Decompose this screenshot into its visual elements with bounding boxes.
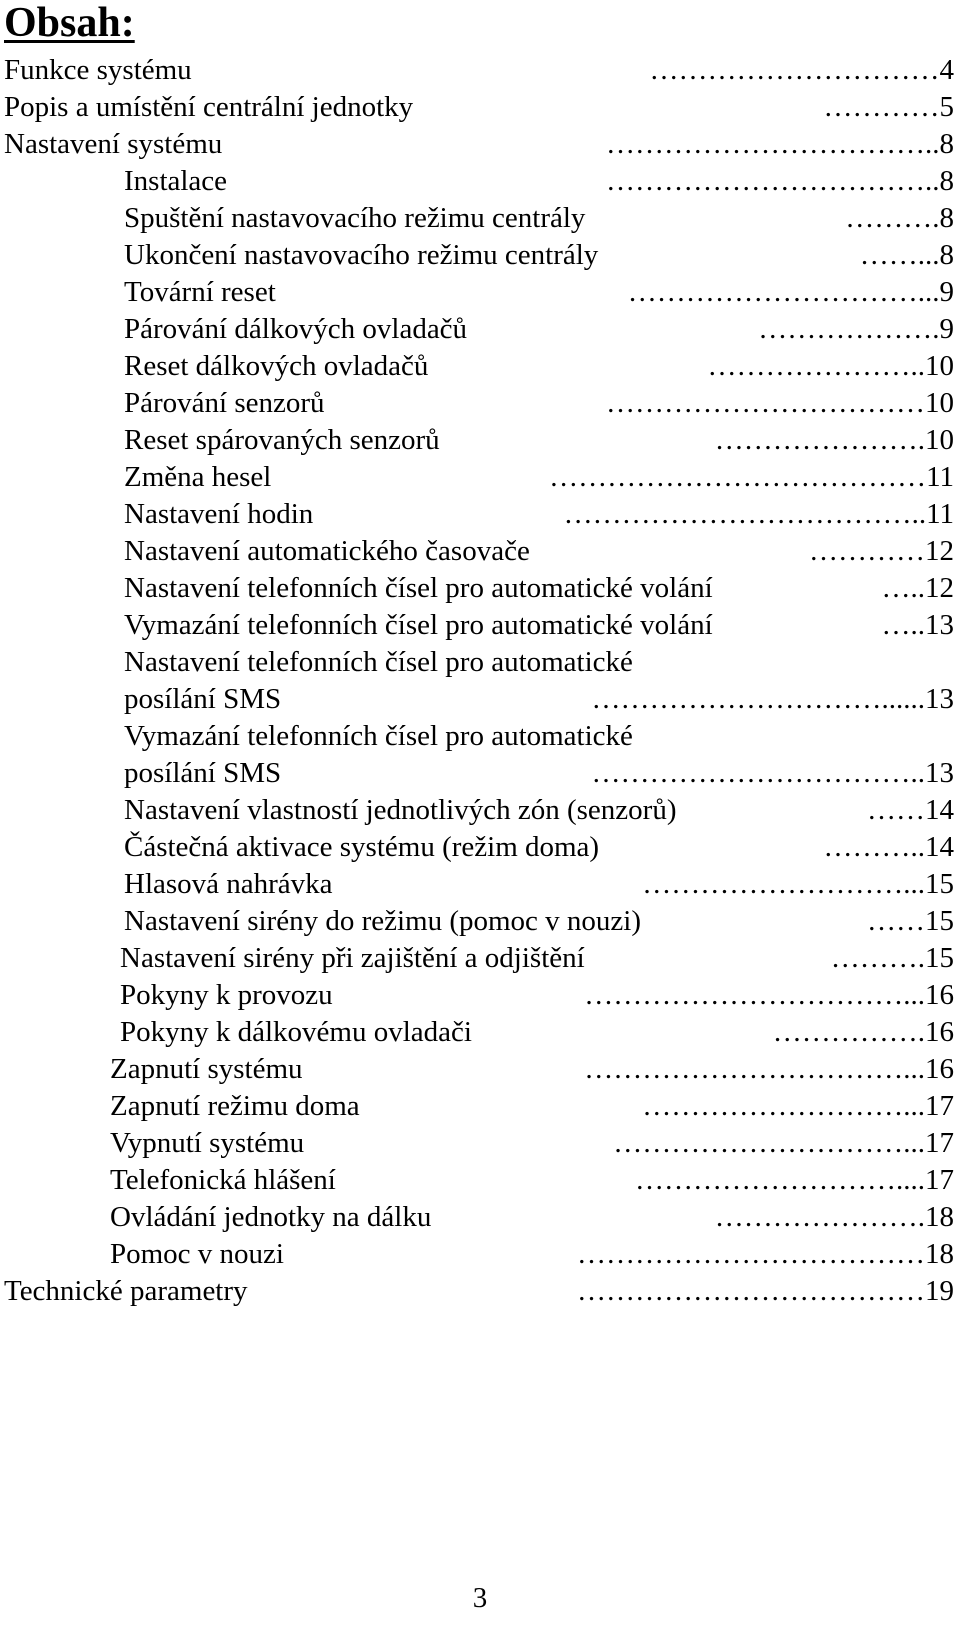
toc-entry-title: Nastavení automatického časovače (124, 535, 530, 567)
toc-entry-page: ……...8 (859, 239, 954, 271)
toc-entry-page: ……………………………..8 (606, 165, 954, 197)
toc-entry-title: Nastavení telefonních čísel pro automatické volání (124, 572, 713, 604)
toc-entry-title: Vymazání telefonních čísel pro automatické volání (124, 609, 713, 641)
toc-entry-title: Nastavení systému (4, 128, 223, 160)
toc-entry (0, 311, 960, 348)
toc-entry (0, 940, 960, 977)
toc-entry-page: …………12 (809, 535, 954, 567)
toc-entry-page: …………………………4 (649, 54, 954, 86)
toc-entry-title: Párování senzorů (124, 387, 325, 419)
toc-entry-page: …………5 (823, 91, 954, 123)
toc-entry (0, 607, 960, 644)
toc-entry (0, 200, 960, 237)
toc-entry-title: Nastavení sirény při zajištění a odjištění (120, 942, 585, 974)
toc-entry-page: …………….16 (772, 1016, 954, 1048)
toc-entry-page: ……….8 (845, 202, 954, 234)
toc-entry (0, 570, 960, 607)
toc-entry-page: ……………….9 (758, 313, 954, 345)
toc-list (0, 52, 960, 1310)
toc-entry-page: ………………………...15 (642, 868, 954, 900)
toc-entry-page: ……………………………10 (606, 387, 954, 419)
toc-entry-title: Funkce systému (4, 54, 192, 86)
toc-entry (0, 1088, 960, 1125)
toc-entry (0, 681, 960, 718)
toc-entry-title: Reset spárovaných senzorů (124, 424, 440, 456)
toc-entry-page: ……………………………...16 (584, 979, 954, 1011)
toc-entry (0, 126, 960, 163)
toc-entry-page: ………………….10 (714, 424, 954, 456)
toc-entry-page: ……………………………..8 (606, 128, 954, 160)
toc-entry-title: Vypnutí systému (110, 1127, 305, 1159)
toc-entry-page: ……………………………..13 (591, 757, 954, 789)
toc-entry-title: Částečná aktivace systému (režim doma) (124, 831, 600, 863)
toc-entry-title: Nastavení hodin (124, 498, 314, 530)
toc-entry-page: ………..14 (823, 831, 954, 863)
toc-entry (0, 533, 960, 570)
toc-entry (0, 1236, 960, 1273)
toc-entry-page: ………………………....17 (635, 1164, 954, 1196)
toc-entry (0, 274, 960, 311)
toc-entry-page: ………………………………18 (577, 1238, 954, 1270)
toc-entry-title: Vymazání telefonních čísel pro automatické (124, 720, 633, 752)
toc-entry-title: Zapnutí režimu doma (110, 1090, 360, 1122)
toc-entry-page: ……14 (867, 794, 954, 826)
toc-entry-title: Zapnutí systému (110, 1053, 303, 1085)
toc-entry (0, 1014, 960, 1051)
toc-entry (0, 644, 960, 681)
toc-entry-title: Nastavení telefonních čísel pro automatické (124, 646, 633, 678)
toc-entry-title: Hlasová nahrávka (124, 868, 333, 900)
toc-entry-title: Technické parametry (4, 1275, 248, 1307)
toc-entry (0, 348, 960, 385)
toc-entry-page: ………………………………19 (577, 1275, 954, 1307)
toc-entry-title: posílání SMS (124, 757, 282, 789)
toc-entry-title: Pokyny k dálkovému ovladači (120, 1016, 472, 1048)
toc-entry-title: Párování dálkových ovladačů (124, 313, 468, 345)
toc-entry-page: …………………………......13 (591, 683, 954, 715)
toc-entry-title: Změna hesel (124, 461, 272, 493)
toc-entry-title: Instalace (124, 165, 228, 197)
toc-entry (0, 718, 960, 755)
toc-entry-page: …..13 (881, 609, 954, 641)
toc-entry (0, 977, 960, 1014)
toc-entry-page: …..12 (881, 572, 954, 604)
toc-entry (0, 755, 960, 792)
toc-entry-title: Nastavení sirény do režimu (pomoc v nouzi) (124, 905, 642, 937)
toc-entry-title: Popis a umístění centrální jednotky (4, 91, 414, 123)
toc-entry-page: ……….15 (830, 942, 954, 974)
toc-entry-page: ……………………………...16 (584, 1053, 954, 1085)
toc-entry-title: Spuštění nastavovacího režimu centrály (124, 202, 586, 234)
toc-entry (0, 829, 960, 866)
toc-entry (0, 163, 960, 200)
toc-entry-page: ………………………………..11 (563, 498, 954, 530)
page-number: 3 (472, 1582, 488, 1614)
toc-entry-title: Ukončení nastavovacího režimu centrály (124, 239, 599, 271)
toc-entry (0, 866, 960, 903)
toc-entry-title: Tovární reset (124, 276, 276, 308)
toc-entry-page: ………………………...17 (642, 1090, 954, 1122)
toc-entry (0, 1051, 960, 1088)
toc-entry (0, 385, 960, 422)
toc-entry (0, 459, 960, 496)
toc-entry (0, 422, 960, 459)
toc-entry (0, 1199, 960, 1236)
toc-heading: Obsah: (4, 0, 135, 46)
toc-entry-page: …………………………...9 (627, 276, 954, 308)
toc-entry-page: …………………..10 (707, 350, 954, 382)
toc-entry (0, 903, 960, 940)
toc-entry-title: Pomoc v nouzi (110, 1238, 284, 1270)
toc-entry-title: Pokyny k provozu (120, 979, 333, 1011)
toc-entry-page: …………………………...17 (613, 1127, 954, 1159)
toc-entry (0, 89, 960, 126)
toc-entry-title: Nastavení vlastností jednotlivých zón (senzorů) (124, 794, 677, 826)
toc-entry-page: ………………….18 (714, 1201, 954, 1233)
toc-entry (0, 1162, 960, 1199)
toc-entry (0, 1273, 960, 1310)
toc-entry-title: posílání SMS (124, 683, 282, 715)
toc-entry-title: Ovládání jednotky na dálku (110, 1201, 432, 1233)
toc-entry-title: Reset dálkových ovladačů (124, 350, 429, 382)
toc-entry (0, 52, 960, 89)
toc-entry-page: ……15 (867, 905, 954, 937)
toc-entry-page: …………………………………11 (549, 461, 954, 493)
toc-entry (0, 1125, 960, 1162)
toc-entry (0, 496, 960, 533)
toc-entry-title: Telefonická hlášení (110, 1164, 336, 1196)
toc-entry (0, 237, 960, 274)
toc-entry (0, 792, 960, 829)
